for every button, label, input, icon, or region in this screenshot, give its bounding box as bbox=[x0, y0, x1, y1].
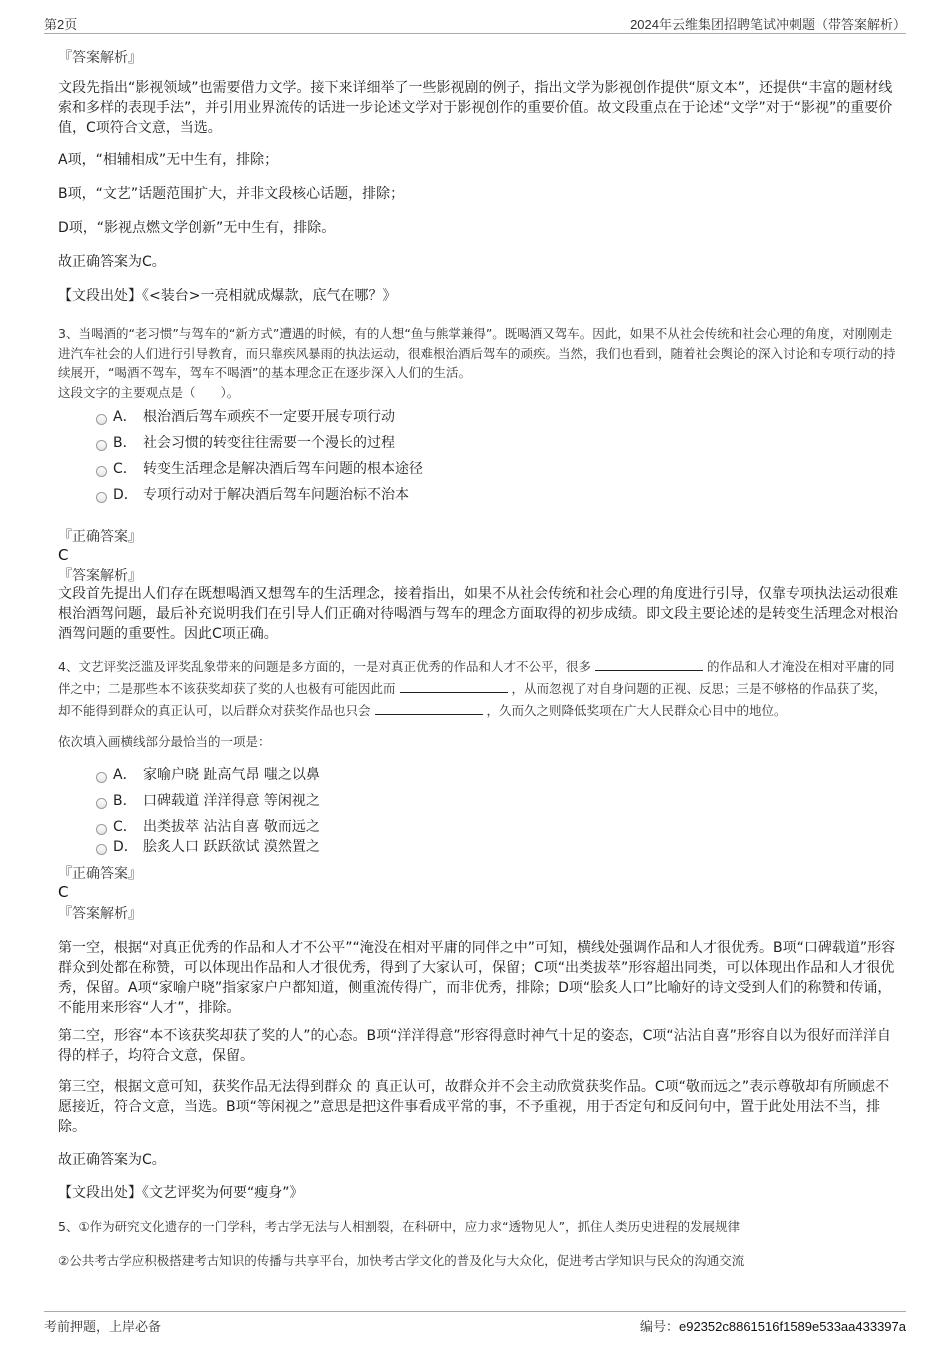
q5-item-1: 5、①作为研究文化遗存的一门学科，考古学无法与人相割裂，在科研中，应力求“透物见人”，抓住人类历史进程的发展规律 bbox=[58, 1219, 741, 1234]
radio-icon[interactable] bbox=[96, 798, 107, 809]
q4-option-a[interactable]: A． 家喻户晓 趾高气昂 嗤之以鼻 bbox=[96, 764, 320, 786]
q3-analysis-heading: 『答案解析』 bbox=[58, 568, 142, 584]
q3-option-a[interactable]: A． 根治酒后驾车顽疾不一定要开展专项行动 bbox=[96, 406, 395, 428]
q3-option-c[interactable]: C． 转变生活理念是解决酒后驾车问题的根本途径 bbox=[96, 458, 423, 480]
q4-analysis-paragraph-2: 第二空，形容“本不该获奖却获了奖的人”的心态。B项“洋洋得意”形容得意时神气十足的姿态，C项“沾沾自喜”形容自以为很好而洋洋自得的样子，均符合文意，保留。 bbox=[58, 1028, 891, 1064]
q4-option-b[interactable]: B． 口碑载道 洋洋得意 等闲视之 bbox=[96, 790, 320, 812]
radio-icon[interactable] bbox=[96, 440, 107, 451]
q2-analysis-body: 文段先指出“影视领域”也需要借力文学。接下来详细举了一些影视剧的例子，指出文学为影视创作提供“原文本”，还提供“丰富的题材线索和多样的表现手法”，并引用业界流传的话进一步论述文学对于影视创作的重要价值。故文段重点在于论述“文学”对于“影视”的重要价值，C项符合文意，当选。 bbox=[58, 80, 893, 136]
q2-note-b: B项，“文艺”话题范围扩大，并非文段核心话题，排除； bbox=[58, 186, 405, 202]
q4-answer-heading: 『正确答案』 bbox=[58, 866, 142, 882]
q5-item-2: ②公共考古学应积极搭建考古知识的传播与共享平台，加快考古学文化的普及化与大众化，促进考古学知识与民众的沟通交流 bbox=[58, 1253, 745, 1268]
radio-icon[interactable] bbox=[96, 414, 107, 425]
q3-answer-heading: 『正确答案』 bbox=[58, 529, 142, 545]
page-number: 第2页 bbox=[44, 17, 78, 32]
q3-analysis: 文段首先提出人们存在既想喝酒又想驾车的生活理念，接着指出，如果不从社会传统和社会心理的角度进行引导，仅靠专项执法运动很难根治酒驾问题，最后补充说明我们在引导人们正确对待喝酒与驾车的理念方面取得的初步成绩。即文段主要论述的是转变生活理念对根治酒驾问题的重要性。因此C项正确。 bbox=[58, 586, 898, 642]
radio-icon[interactable] bbox=[96, 844, 107, 855]
q2-analysis-heading: 『答案解析』 bbox=[58, 50, 142, 66]
q3-answer: C bbox=[58, 546, 69, 564]
q3-prompt: 这段文字的主要观点是（ ）。 bbox=[58, 385, 240, 400]
q3-stem: 3、当喝酒的“老习惯”与驾车的“新方式”遭遇的时候，有的人想“鱼与熊掌兼得”。既喝酒又驾车。因此，如果不从社会传统和社会心理的角度，对刚刚走进汽车社会的人们进行引导教育，而只靠疾风暴雨的执法运动，很难根治酒后驾车的顽疾。当然，我们也看到，随着社会舆论的深入讨论和专项行动的持续展开，“喝酒不驾车，驾车不喝酒”的基本理念正在逐步深入人们的生活。 bbox=[58, 326, 896, 380]
document-code: 编号：e92352c8861516f1589e533aa433397a bbox=[639, 1319, 906, 1334]
q4-source: 【文段出处】《文艺评奖为何要“瘦身”》 bbox=[58, 1185, 304, 1201]
radio-icon[interactable] bbox=[96, 772, 107, 783]
q2-source: 【文段出处】《<装台>一亮相就成爆款，底气在哪？》 bbox=[58, 288, 397, 304]
q4-answer: C bbox=[58, 883, 69, 901]
q4-prompt: 依次填入画横线部分最恰当的一项是： bbox=[58, 734, 271, 749]
q2-note-a: A项，“相辅相成”无中生有，排除； bbox=[58, 152, 279, 168]
q3-option-b[interactable]: B． 社会习惯的转变往往需要一个漫长的过程 bbox=[96, 432, 395, 454]
radio-icon[interactable] bbox=[96, 824, 107, 835]
q2-note-d: D项，“影视点燃文学创新”无中生有，排除。 bbox=[58, 220, 336, 236]
q2-conclusion: 故正确答案为C。 bbox=[58, 254, 166, 270]
footer-slogan: 考前押题，上岸必备 bbox=[44, 1319, 162, 1334]
radio-icon[interactable] bbox=[96, 466, 107, 477]
q4-analysis-paragraph-1: 第一空，根据“对真正优秀的作品和人才不公平”“淹没在相对平庸的同伴之中”可知，横线处强调作品和人才很优秀。B项“口碑载道”形容群众到处都在称赞，可以体现出作品和人才很优秀，得到了大家认可，保留；C项“出类拔萃”形容超出同类，可以体现出作品和人才很优秀，保留。A项“家喻户晓”指家家户户都知道，侧重流传得广，而非优秀，排除；D项“脍炙人口”比喻好的诗文受到人们的称赞和传诵，不能用来形容“人才”，排除。 bbox=[58, 940, 896, 1016]
q4-analysis-heading: 『答案解析』 bbox=[58, 906, 142, 922]
page-header bbox=[44, 12, 906, 34]
q4-option-c[interactable]: C． 出类拔萃 沾沾自喜 敬而远之 bbox=[96, 816, 320, 838]
radio-icon[interactable] bbox=[96, 492, 107, 503]
page-footer bbox=[44, 1311, 906, 1335]
fill-blank-2 bbox=[400, 679, 508, 693]
fill-blank-3 bbox=[375, 701, 483, 715]
q4-conclusion: 故正确答案为C。 bbox=[58, 1152, 166, 1168]
document-title: 2024年云维集团招聘笔试冲刺题（带答案解析） bbox=[630, 17, 906, 32]
fill-blank-1 bbox=[595, 657, 703, 671]
q3-option-d[interactable]: D． 专项行动对于解决酒后驾车问题治标不治本 bbox=[96, 484, 409, 506]
q4-analysis-paragraph-3: 第三空，根据文意可知，获奖作品无法得到群众 的 真正认可，故群众并不会主动欣赏获奖作品。C项“敬而远之”表示尊敬却有所顾虑不愿接近，符合文意，当选。B项“等闲视之”意思是把这件事看成平常的事，不予重视，用于否定句和反问句中，置于此处用法不当，排除。 bbox=[58, 1079, 890, 1135]
q4-option-d[interactable]: D． 脍炙人口 跃跃欲试 漠然置之 bbox=[96, 836, 320, 858]
q4-stem: 4、文艺评奖泛滥及评奖乱象带来的问题是多方面的，一是对真正优秀的作品和人才不公平，很多 的作品和人才淹没在相对平庸的同伴之中；二是那些本不该获奖却获了奖的人也极有可能因此而 ，从而忽视了对自身问题的正视、反思；三是不够格的作品获了奖，却不能得到群众的真正认可，以后群众对获奖作品也只会 ，久而久之则降低奖项在广大人民群众心目中的地位。 bbox=[58, 659, 895, 718]
